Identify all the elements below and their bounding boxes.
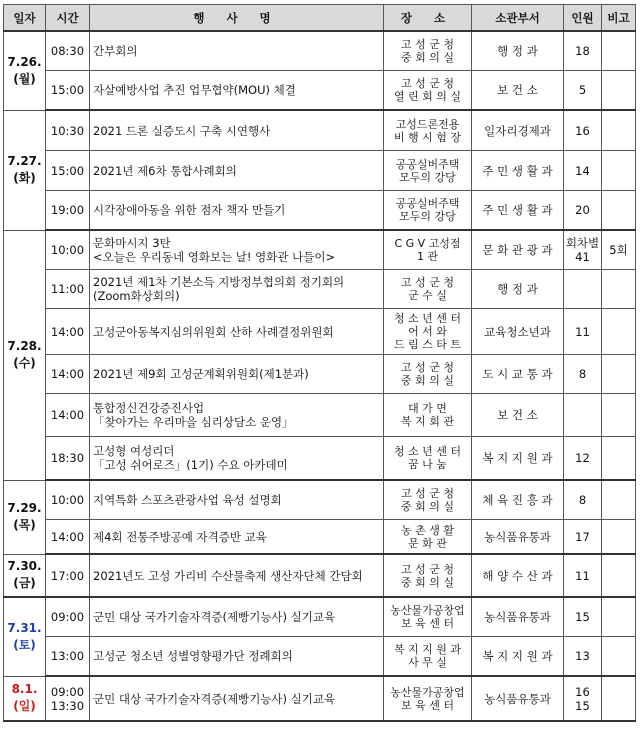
note-cell [602,31,636,71]
venue-name: 고 성 군 청 [401,276,454,289]
note-cell [602,191,636,231]
time-value: 15:00 [50,163,85,178]
time-value: 14:00 [50,367,85,381]
venue-cell [384,31,472,71]
event-name-cell [90,355,384,394]
event-name-cell [90,394,384,437]
table-row [4,394,636,437]
event-name: 고성군아동복지심의위원회 산하 사례결정위원회 [93,324,334,339]
venue-name: 고 성 군 청 [401,77,454,90]
venue-cell [384,309,472,355]
count-value: 16 [575,123,590,138]
event-name: 문화마시지 3탄 [93,236,171,250]
header-dept: 소관부서 [472,5,564,32]
count-value: 5 [578,83,587,97]
event-name-cell [90,270,384,309]
venue-name: 비 행 시 험 장 [393,130,462,144]
dept-cell: 일자리경제과 [472,110,564,151]
time-cell [46,309,90,355]
date-label: (금) [13,576,36,591]
date-cell [4,230,46,480]
schedule-body [4,31,636,721]
date-label: (일) [13,699,36,714]
header-event: 행 사 명 [90,5,384,32]
header-date: 일자 [4,5,46,32]
date-cell [4,554,46,597]
time-cell [46,597,90,637]
dept-cell: 보 건 소 [472,71,564,111]
venue-cell [384,520,472,555]
date-label: 7.26. [7,54,42,69]
dept-cell: 문 화 관 광 과 [472,230,564,270]
count-cell [564,355,602,394]
venue-name: 모두의 강당 [399,170,456,184]
count-cell [564,270,602,309]
time-cell [46,637,90,677]
event-name-cell [90,230,384,270]
table-row [4,191,636,231]
count-cell [564,637,602,677]
time-value: 19:00 [50,203,85,217]
event-name: 간부회의 [93,44,138,58]
event-name-cell [90,309,384,355]
venue-cell [384,637,472,677]
count-cell [564,676,602,721]
count-value: 14 [575,163,590,178]
venue-name: 드 림 스 타 트 [393,338,462,351]
count-value: 16 [575,684,590,699]
count-value: 8 [578,493,587,507]
dept-cell: 복 지 지 원 과 [472,437,564,481]
event-name-cell [90,676,384,721]
venue-name: 농산물가공창업 [390,685,465,699]
date-cell [4,31,46,110]
time-value: 15:00 [50,83,85,97]
table-row [4,676,636,721]
count-cell [564,230,602,270]
venue-name: 중 회 의 실 [401,374,454,387]
time-cell [46,270,90,309]
note-cell [602,71,636,111]
schedule-table-container [3,4,635,722]
event-name: 시각장애아동을 위한 점자 책자 만들기 [93,203,286,217]
venue-name: 농 촌 생 활 [401,523,454,537]
table-row [4,520,636,555]
note-cell [602,480,636,520]
dept-cell: 보 건 소 [472,394,564,437]
venue-name: 열 린 회 의 실 [393,90,462,103]
count-cell [564,31,602,71]
count-cell [564,480,602,520]
venue-name: 사 무 실 [408,656,447,669]
time-cell [46,355,90,394]
table-row [4,230,636,270]
time-value: 10:30 [50,123,85,138]
note-cell [602,110,636,151]
venue-name: 청 소 년 센 터 [393,312,462,325]
time-value: 13:30 [50,698,85,713]
note-cell [602,151,636,191]
table-row [4,151,636,191]
event-name: 자살예방사업 추진 업무협약(MOU) 체결 [93,83,296,97]
count-value: 15 [575,610,590,624]
time-cell [46,394,90,437]
time-value: 10:00 [50,493,85,507]
venue-cell [384,151,472,191]
count-value: 15 [575,698,590,713]
dept-cell: 주 민 생 활 과 [472,191,564,231]
count-value: 11 [575,324,590,339]
venue-name: 고 성 군 청 [401,38,454,51]
count-value: 회차별 [565,236,600,250]
note-cell [602,520,636,555]
dept-cell: 행 정 과 [472,270,564,309]
note-cell [602,355,636,394]
time-value: 18:30 [50,451,85,465]
venue-name: 보 육 센 터 [401,698,454,712]
venue-cell [384,480,472,520]
dept-cell: 주 민 생 활 과 [472,151,564,191]
date-cell [4,480,46,554]
time-value: 09:00 [50,684,85,699]
note-cell [602,394,636,437]
event-name: 2021 드론 실증도시 구축 시연행사 [93,123,271,138]
event-name: 2021년 제1차 기본소득 지방정부협의회 정기회의 [93,275,345,289]
venue-cell [384,191,472,231]
dept-cell: 교육청소년과 [472,309,564,355]
note-cell [602,597,636,637]
time-value: 14:00 [50,529,85,544]
date-cell [4,676,46,721]
table-row [4,31,636,71]
dept-cell: 농식품유통과 [472,676,564,721]
dept-cell: 농식품유통과 [472,520,564,555]
count-cell [564,151,602,191]
count-value: 18 [575,44,590,58]
date-label: (토) [13,637,36,652]
venue-name: 군 수 실 [408,289,447,302]
date-label: (화) [13,171,36,185]
venue-name: 고 성 군 청 [401,562,454,576]
event-name-cell [90,554,384,597]
venue-cell [384,597,472,637]
count-value: 13 [575,649,590,663]
event-name: 2021년 제9회 고성군계획위원회(제1분과) [93,367,309,381]
dept-cell: 도 시 교 통 과 [472,355,564,394]
venue-name: 대 가 면 [408,402,447,415]
date-cell [4,110,46,230]
venue-cell [384,676,472,721]
event-name-cell [90,597,384,637]
table-row [4,270,636,309]
count-value: 41 [575,250,590,264]
time-cell [46,676,90,721]
note-cell [602,309,636,355]
event-name: (Zoom화상회의) [93,289,180,303]
note-cell [602,676,636,721]
table-row [4,71,636,111]
event-name: 통합정신건강증진사업 [93,401,205,415]
date-label: 7.28. [7,339,42,353]
time-value: 13:00 [50,649,85,663]
dept-cell: 행 정 과 [472,31,564,71]
event-name: 2021년 제6차 통합사례회의 [93,163,237,178]
dept-cell: 복 지 지 원 과 [472,637,564,677]
table-row [4,597,636,637]
time-value: 14:00 [50,324,85,339]
count-value: 20 [575,203,590,217]
venue-name: 1 관 [416,250,439,263]
event-name: 「찾아가는 우리마을 심리상담소 운영」 [93,415,294,429]
event-name-cell [90,520,384,555]
count-cell [564,309,602,355]
header-note: 비고 [602,5,636,32]
time-cell [46,554,90,597]
time-cell [46,480,90,520]
count-cell [564,597,602,637]
venue-cell [384,230,472,270]
event-name-cell [90,110,384,151]
count-cell [564,437,602,481]
table-row [4,637,636,677]
date-label: (수) [13,356,36,370]
note-cell [602,554,636,597]
date-label: 7.31. [7,620,42,635]
event-name-cell [90,151,384,191]
time-value: 17:00 [50,568,85,583]
note-cell [602,270,636,309]
date-label: (목) [13,518,36,532]
event-name-cell [90,71,384,111]
dept-cell: 체 육 진 흥 과 [472,480,564,520]
date-label: 7.29. [7,501,42,515]
time-cell [46,191,90,231]
date-label: 7.30. [7,559,42,574]
venue-name: 어 서 와 [408,325,447,338]
time-cell [46,230,90,270]
event-name: 고성군 청소년 성별영향평가단 정례회의 [93,649,293,663]
time-cell [46,151,90,191]
event-name-cell [90,191,384,231]
venue-name: 복 지 회 관 [401,415,454,428]
venue-cell [384,355,472,394]
note-cell [602,437,636,481]
time-value: 14:00 [50,408,85,422]
venue-name: 꿈 나 눔 [408,458,447,471]
count-value: 12 [575,451,590,465]
time-cell [46,520,90,555]
venue-name: 보 육 센 터 [401,617,454,630]
venue-name: 공공실버주택 [395,157,460,171]
table-row [4,110,636,151]
event-name: 제4회 전통주방공예 자격증반 교육 [93,529,267,544]
venue-name: 공공실버주택 [395,197,460,210]
time-cell [46,71,90,111]
header-time: 시간 [46,5,90,32]
venue-name: 고 성 군 청 [401,361,454,374]
note-cell [602,637,636,677]
venue-name: 문 화 관 [408,536,447,550]
note-cell: 5회 [602,230,636,270]
venue-cell [384,110,472,151]
table-row [4,309,636,355]
time-value: 08:30 [50,44,85,58]
venue-cell [384,394,472,437]
count-cell [564,110,602,151]
table-row [4,437,636,481]
header-venue: 장 소 [384,5,472,32]
table-row [4,480,636,520]
venue-name: 고 성 군 청 [401,487,454,500]
venue-name: 모두의 강당 [399,210,456,223]
count-value: 8 [578,367,587,381]
count-cell [564,554,602,597]
venue-cell [384,270,472,309]
time-cell [46,31,90,71]
venue-name: 고성드론전용 [395,117,460,131]
event-name: 지역특화 스포츠관광사업 육성 설명회 [93,493,282,507]
event-name: 군민 대상 국가기술자격증(제빵기능사) 실기교육 [93,691,336,706]
event-name-cell [90,31,384,71]
time-cell [46,437,90,481]
event-name-cell [90,437,384,481]
count-cell [564,394,602,437]
count-value: 11 [575,568,590,583]
header-count: 인원 [564,5,602,32]
count-cell [564,520,602,555]
time-value: 10:00 [50,243,85,257]
date-label: (월) [13,71,36,86]
venue-name: C G V 고성점 [394,237,461,250]
date-label: 7.27. [7,154,42,168]
event-name-cell [90,637,384,677]
table-row [4,554,636,597]
event-name: 「고성 쉬어로즈」(1기) 수요 아카데미 [93,458,288,472]
time-cell [46,110,90,151]
header-row [4,5,636,32]
dept-cell: 농식품유통과 [472,597,564,637]
venue-name: 중 회 의 실 [401,500,454,513]
event-name: 2021년도 고성 가리비 수산물축제 생산자단체 간담회 [93,568,363,583]
venue-name: 농산물가공창업 [390,604,465,617]
event-name-cell [90,480,384,520]
venue-cell [384,437,472,481]
dept-cell: 해 양 수 산 과 [472,554,564,597]
schedule-table [3,4,636,722]
event-name: 고성형 여성리더 [93,444,175,458]
count-cell [564,191,602,231]
date-label: 8.1. [11,682,38,697]
count-value: 17 [575,529,590,544]
venue-name: 복 지 지 원 과 [393,643,462,656]
date-cell [4,597,46,676]
time-value: 11:00 [50,282,85,296]
event-name: <오늘은 우리동네 영화보는 날! 영화관 나들이> [93,250,336,264]
venue-name: 중 회 의 실 [401,51,454,64]
count-cell [564,71,602,111]
table-row [4,355,636,394]
venue-cell [384,71,472,111]
venue-cell [384,554,472,597]
time-value: 09:00 [50,610,85,624]
venue-name: 청 소 년 센 터 [393,445,462,458]
venue-name: 중 회 의 실 [401,575,454,589]
event-name: 군민 대상 국가기술자격증(제빵기능사) 실기교육 [93,610,336,624]
